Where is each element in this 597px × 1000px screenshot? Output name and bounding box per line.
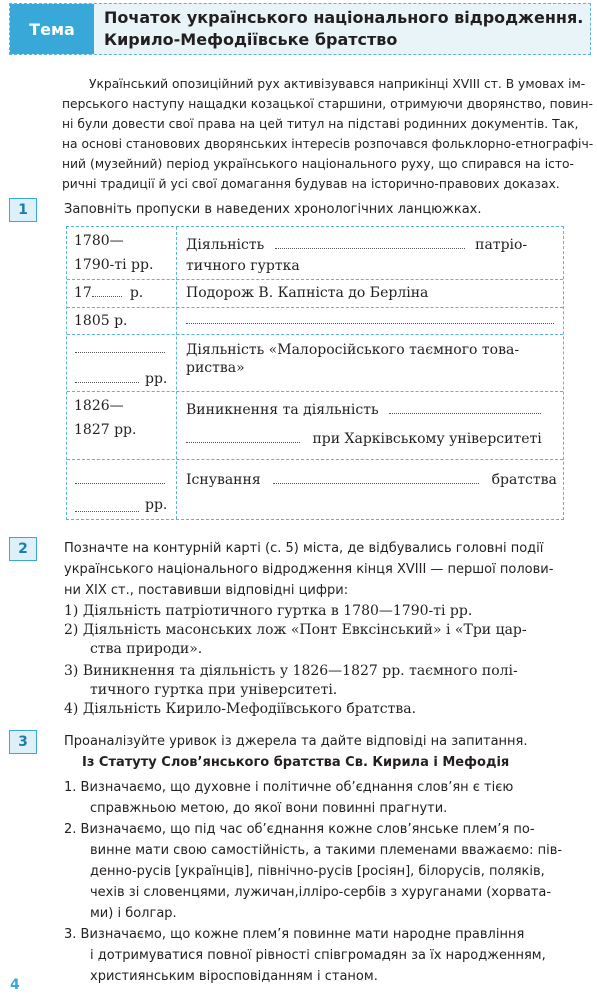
date-text: 17 xyxy=(74,285,92,301)
source-line: і дотримуватися повної рівності співгромадян за їх народженням, xyxy=(90,948,546,963)
column-divider xyxy=(176,227,177,519)
answer-blank[interactable] xyxy=(186,428,300,443)
event-text: риства» xyxy=(186,360,245,376)
chronology-table xyxy=(66,226,564,520)
intro-line: ний (музейний) період українського національного руху, що спирався на істо- xyxy=(62,157,574,171)
task1-prompt: Заповніть пропуски в наведених хронологічних ланцюжках. xyxy=(64,202,482,217)
row-date: 1805 р. xyxy=(74,313,128,329)
answer-blank[interactable] xyxy=(92,282,122,297)
event-text: братства xyxy=(491,472,557,488)
intro-line: на основі становових дворянських інтересів розпочався фольклорно-етнографіч- xyxy=(62,137,594,151)
row-date xyxy=(74,281,143,305)
list-item: 3) Виникнення та діяльність у 1826—1827 рр. таємного полі- xyxy=(64,663,518,679)
source-text xyxy=(64,777,562,987)
answer-blank[interactable] xyxy=(389,399,541,414)
row-divider xyxy=(67,307,563,308)
answer-blank[interactable] xyxy=(75,352,165,353)
source-line: 3. Визначаємо, що кожне плем’я повинне мати народне правління xyxy=(64,927,525,942)
title-line: Початок українського національного відродження. xyxy=(104,8,584,27)
source-line: чехів зі словенцями, лужичан,ілліро-сербів з хуруганами (хорвата- xyxy=(90,885,552,900)
list-item: 2) Діяльність масонських лож «Понт Евксінський» і «Три цар- xyxy=(64,622,527,638)
event-text: патріо- xyxy=(475,237,528,253)
page-title xyxy=(104,7,589,51)
answer-blank[interactable] xyxy=(75,382,139,383)
task2-prompt xyxy=(64,538,553,601)
event-text: Діяльність «Малоросійського таємного това- xyxy=(186,342,520,358)
answer-blank[interactable] xyxy=(186,323,554,324)
answer-blank[interactable] xyxy=(75,483,165,484)
source-title: Із Статуту Слов’янського братства Св. Кирила і Мефодія xyxy=(82,755,510,770)
row-divider xyxy=(67,391,563,392)
topic-header xyxy=(9,3,591,55)
row-event xyxy=(186,427,542,451)
row-event xyxy=(186,468,557,492)
event-text: Подорож В. Капніста до Берліна xyxy=(186,285,429,301)
row-divider xyxy=(67,459,563,460)
answer-blank[interactable] xyxy=(75,511,139,512)
source-line: винне мати свою самостійність, а такими племенами вважаємо: пів- xyxy=(90,843,563,858)
source-line: 1. Визначаємо, що духовне і політичне об’єднання слов’ян є тією xyxy=(64,780,514,795)
task-number-badge: 2 xyxy=(9,537,37,561)
intro-line: Український опозиційний рух активізувався наприкінці XVIII ст. В умовах ім- xyxy=(89,77,586,91)
date-line: 1826— xyxy=(74,398,124,414)
topic-tag: Тема xyxy=(10,4,94,54)
task-number-badge: 3 xyxy=(9,730,37,754)
event-text: Існування xyxy=(186,472,261,488)
list-item-continuation: тичного гуртка при університеті. xyxy=(90,682,338,698)
title-line: Кирило-Мефодіївське братство xyxy=(104,30,398,49)
date-text: рр. xyxy=(145,371,168,387)
source-line: денно-русів [українців], північно-русів [росіян], білорусів, поляків, xyxy=(90,864,545,879)
page-number: 4 xyxy=(10,977,20,993)
source-line: справжньою метою, до якої вони повинні прагнути. xyxy=(90,801,448,816)
intro-line: ні були довести свої права на цей титул на підставі родинних документів. Так, xyxy=(62,117,579,131)
row-divider xyxy=(67,334,563,335)
list-item: 4) Діяльність Кирило-Мефодіївського братства. xyxy=(64,701,417,717)
date-line: 1790-ті рр. xyxy=(74,257,154,273)
intro-paragraph xyxy=(62,74,594,194)
answer-blank[interactable] xyxy=(273,469,479,484)
date-line: 1780— xyxy=(74,233,124,249)
row-event xyxy=(186,398,541,422)
prompt-line: ни XIX ст., поставивши відповідні цифри: xyxy=(64,583,349,598)
intro-line: перського наступу нащадки козацької старшини, отримуючи дворянство, повин- xyxy=(62,97,593,111)
date-text: рр. xyxy=(145,497,168,513)
intro-line: ричні традиції й усі свої домагання будував на історично-правових доказах. xyxy=(62,177,560,191)
prompt-line: Позначте на контурній карті (с. 5) міста, де відбувались головні події xyxy=(64,541,544,556)
prompt-line: українського національного відродження кінця XVIII — першої полови- xyxy=(64,562,554,577)
list-item-continuation: ства природи». xyxy=(90,641,203,657)
row-divider xyxy=(67,279,563,280)
source-line: 2. Визначаємо, що під час об’єднання кожне слов’янське плем’я по- xyxy=(64,822,535,837)
date-line: 1827 рр. xyxy=(74,422,137,438)
row-date xyxy=(74,229,153,277)
task2-list xyxy=(64,602,527,719)
task3-prompt: Проаналізуйте уривок із джерела та дайте відповіді на запитання. xyxy=(64,734,528,749)
answer-blank[interactable] xyxy=(275,234,465,249)
list-item: 1) Діяльність патріотичного гуртка в 1780—1790-ті рр. xyxy=(64,603,473,619)
row-date xyxy=(74,394,136,442)
event-text: Діяльність xyxy=(186,237,265,253)
event-text: Виникнення та діяльність xyxy=(186,402,379,418)
task-number-badge: 1 xyxy=(9,198,37,222)
source-line: ми) і болгар. xyxy=(90,906,177,921)
source-line: християнським віросповіданням і станом. xyxy=(90,969,378,984)
event-text: тичного гуртка xyxy=(186,258,300,274)
date-text: р. xyxy=(129,285,144,301)
event-text: при Харківському університеті xyxy=(312,431,542,447)
